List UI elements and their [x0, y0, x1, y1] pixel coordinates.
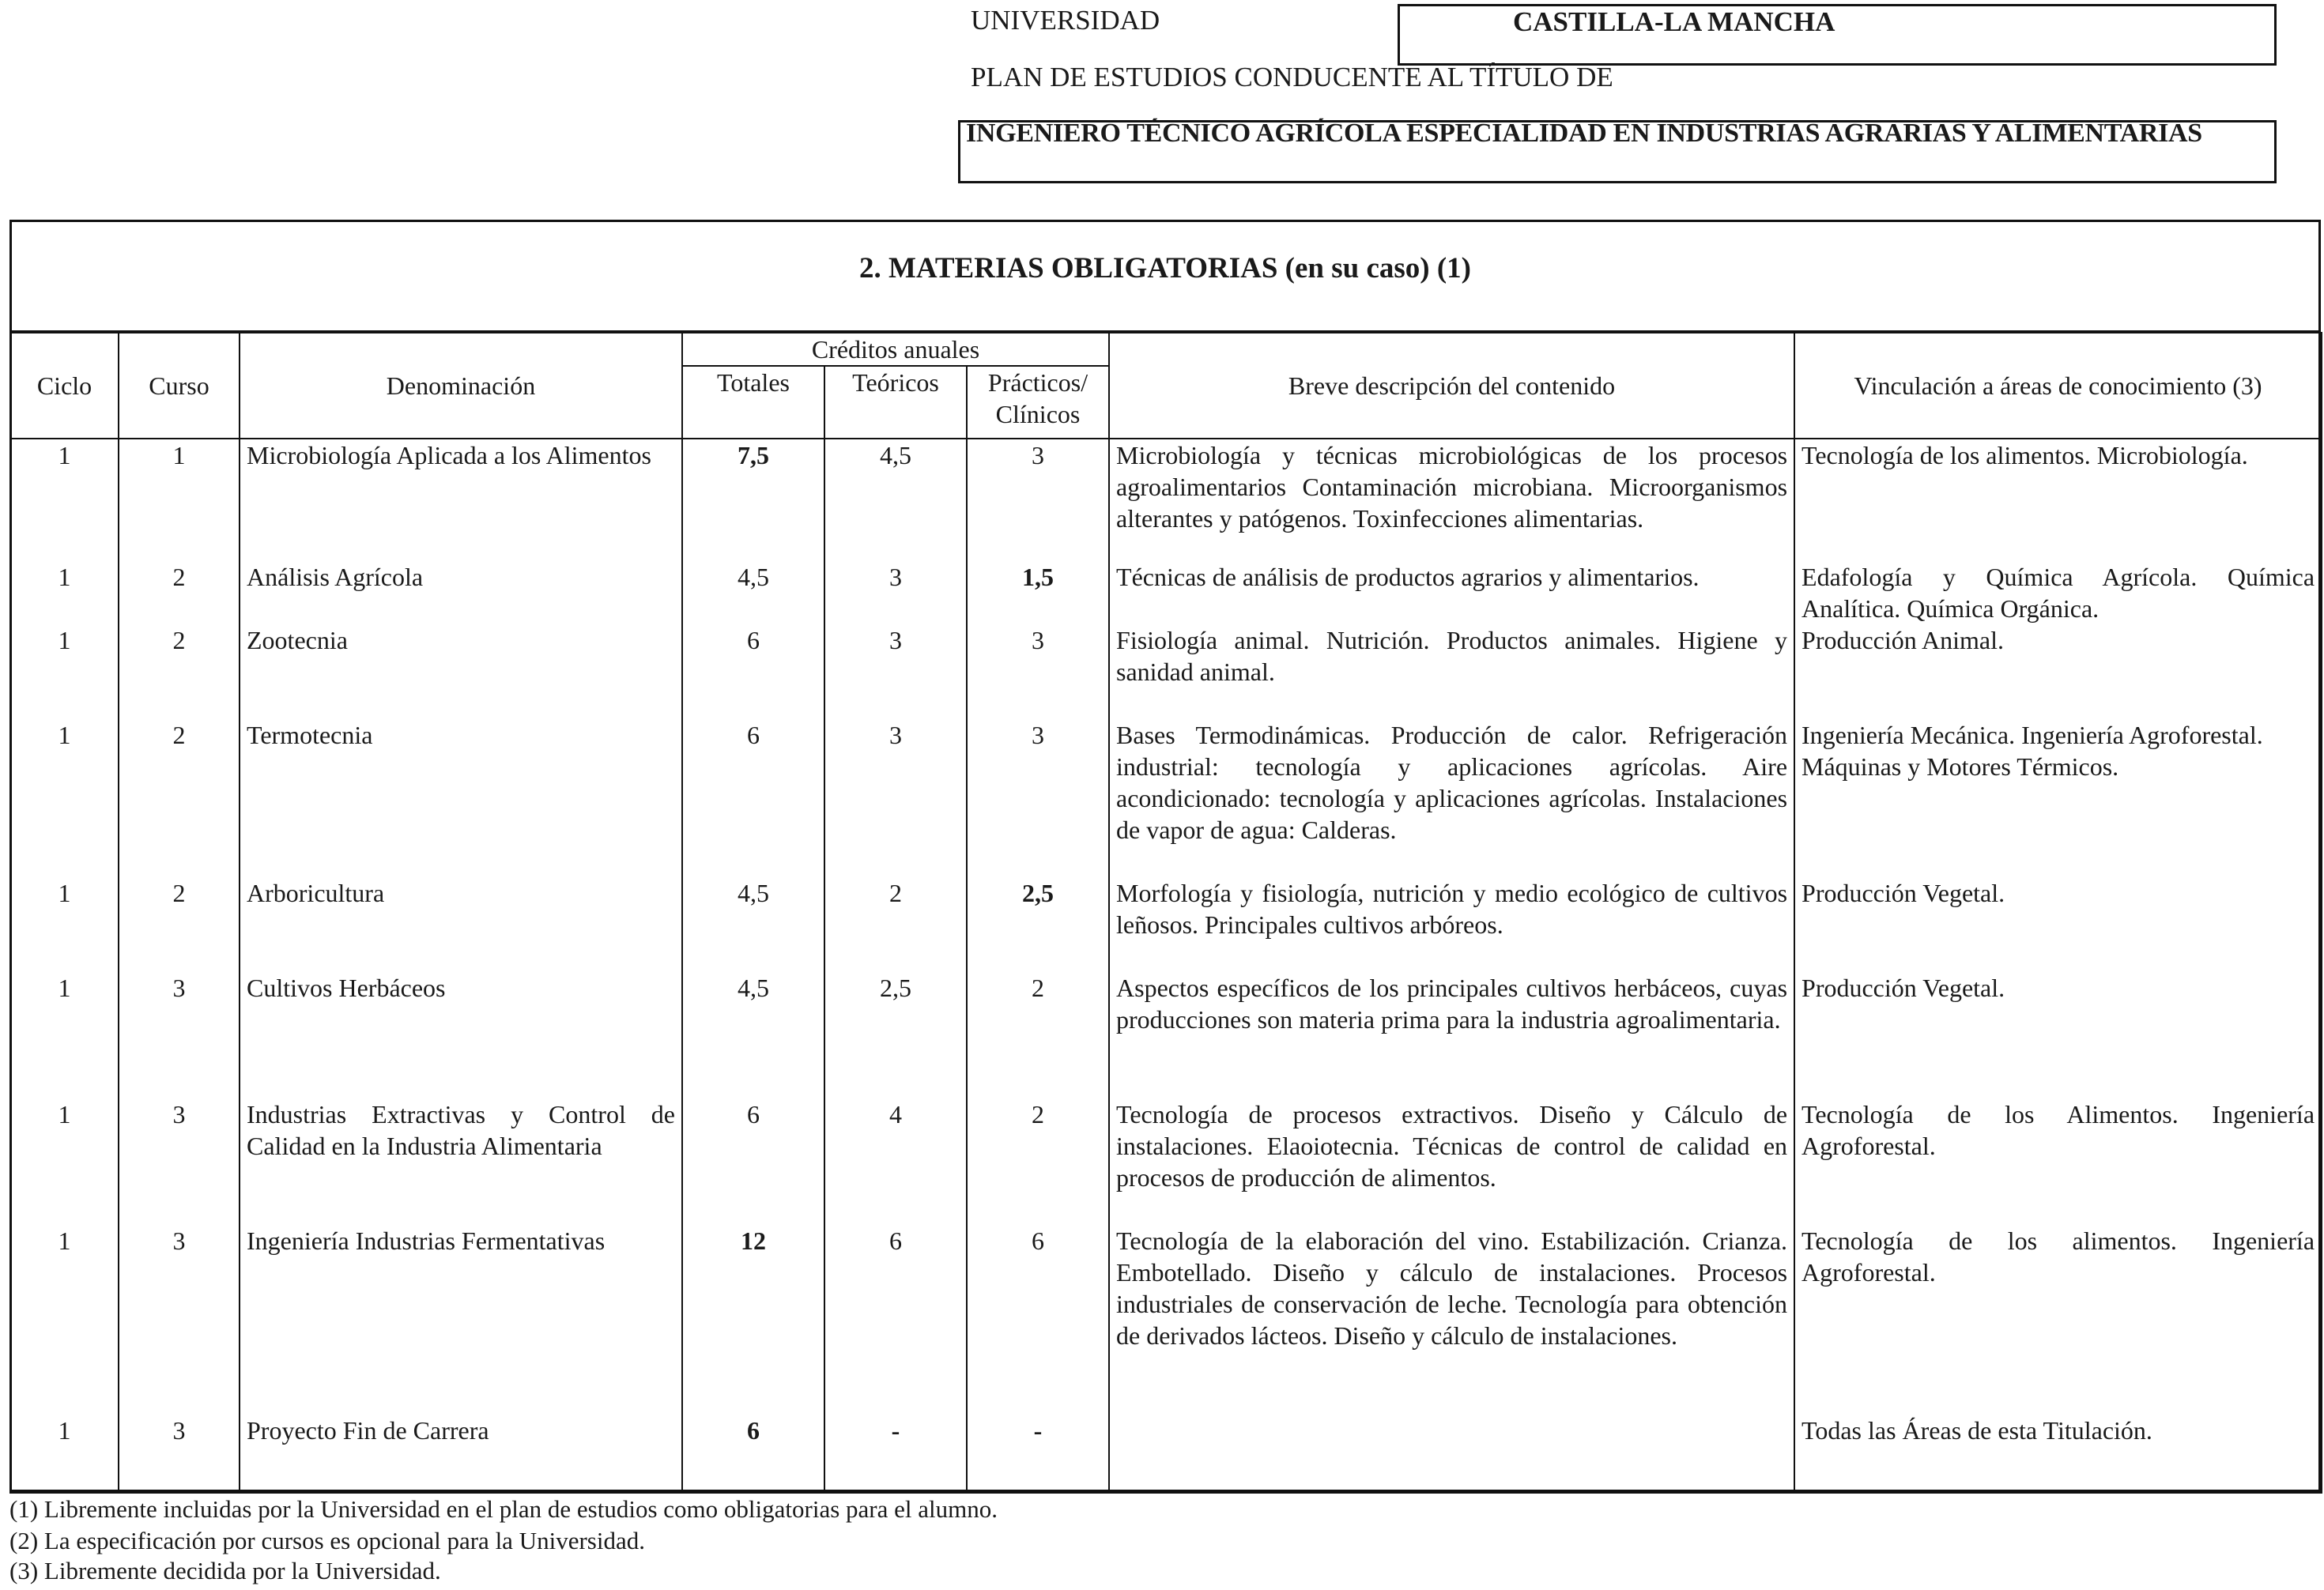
- cell-totales: 7,5: [682, 439, 824, 561]
- cell-practicos: 2: [967, 1098, 1109, 1225]
- titulo-text: INGENIERO TÉCNICO AGRÍCOLA ESPECIALIDAD EN INDUSTRIAS AGRARIAS Y ALIMENTARIAS: [966, 119, 2202, 148]
- cell-curso: 3: [119, 1415, 240, 1492]
- table-row: [10, 877, 2322, 972]
- cell-denominacion: Termotecnia: [240, 719, 682, 877]
- cell-descripcion: [1109, 1415, 1794, 1492]
- cell-ciclo: 1: [10, 561, 119, 624]
- cell-ciclo: 1: [10, 877, 119, 972]
- cell-curso: 2: [119, 877, 240, 972]
- cell-descripcion: Microbiología y técnicas microbiológicas de los procesos agroalimentarios Contaminación microbiana. Microorganismos alterantes y patógenos. Toxinfecciones alimentarias.: [1109, 439, 1794, 561]
- cell-descripcion: Tecnología de procesos extractivos. Diseño y Cálculo de instalaciones. Elaoiotecnia. Técnicas de control de calidad en procesos de producción de alimentos.: [1109, 1098, 1794, 1225]
- cell-teoricos: 2,5: [824, 972, 967, 1098]
- cell-ciclo: 1: [10, 1225, 119, 1415]
- table-row: [10, 624, 2322, 719]
- cell-denominacion: Ingeniería Industrias Fermentativas: [240, 1225, 682, 1415]
- cell-totales: 6: [682, 624, 824, 719]
- table-row: [10, 1415, 2322, 1492]
- cell-teoricos: -: [824, 1415, 967, 1492]
- cell-vinculacion: Todas las Áreas de esta Titulación.: [1794, 1415, 2322, 1492]
- cell-vinculacion: Tecnología de los Alimentos. Ingeniería Agroforestal.: [1794, 1098, 2322, 1225]
- cell-denominacion: Cultivos Herbáceos: [240, 972, 682, 1098]
- universidad-name: CASTILLA-LA MANCHA: [1513, 6, 1835, 37]
- cell-denominacion: Análisis Agrícola: [240, 561, 682, 624]
- cell-denominacion: Industrias Extractivas y Control de Calidad en la Industria Alimentaria: [240, 1098, 682, 1225]
- cell-ciclo: 1: [10, 719, 119, 877]
- cell-vinculacion: Producción Animal.: [1794, 624, 2322, 719]
- cell-totales: 12: [682, 1225, 824, 1415]
- cell-ciclo: 1: [10, 1415, 119, 1492]
- cell-descripcion: Técnicas de análisis de productos agrarios y alimentarios.: [1109, 561, 1794, 624]
- cell-vinculacion: Producción Vegetal.: [1794, 972, 2322, 1098]
- cell-curso: 2: [119, 561, 240, 624]
- cell-descripcion: Tecnología de la elaboración del vino. Estabilización. Crianza. Embotellado. Diseño y cálculo de instalaciones. Procesos industriales de conservación de leche. Tecnología para obtención de derivados lácteos. Diseño y cálculo de instalaciones.: [1109, 1225, 1794, 1415]
- cell-ciclo: 1: [10, 1098, 119, 1225]
- section-title: 2. MATERIAS OBLIGATORIAS (en su caso) (1): [858, 252, 1471, 284]
- universidad-label: UNIVERSIDAD: [971, 5, 1160, 36]
- header-vinculacion: Vinculación a áreas de conocimiento (3): [1794, 333, 2322, 439]
- subjects-table: [9, 332, 2322, 1494]
- cell-totales: 4,5: [682, 972, 824, 1098]
- cell-practicos: 2: [967, 972, 1109, 1098]
- cell-descripcion: Bases Termodinámicas. Producción de calor. Refrigeración industrial: tecnología y aplicaciones agrícolas. Aire acondicionado: tecnología y aplicaciones agrícolas. Instalaciones de vapor de agua: Calderas.: [1109, 719, 1794, 877]
- cell-practicos: 2,5: [967, 877, 1109, 972]
- footnote-2: (2) La especificación por cursos es opcional para la Universidad.: [9, 1527, 645, 1554]
- table-row: [10, 719, 2322, 877]
- header-ciclo: Ciclo: [10, 333, 119, 439]
- cell-practicos: 1,5: [967, 561, 1109, 624]
- cell-teoricos: 6: [824, 1225, 967, 1415]
- cell-denominacion: Proyecto Fin de Carrera: [240, 1415, 682, 1492]
- cell-curso: 3: [119, 1098, 240, 1225]
- cell-totales: 4,5: [682, 877, 824, 972]
- cell-vinculacion: Edafología y Química Agrícola. Química Analítica. Química Orgánica.: [1794, 561, 2322, 624]
- table-row: [10, 1098, 2322, 1225]
- cell-ciclo: 1: [10, 439, 119, 561]
- cell-practicos: 3: [967, 624, 1109, 719]
- header-denominacion: Denominación: [240, 333, 682, 439]
- footnote-3: (3) Libremente decidida por la Universidad.: [9, 1557, 441, 1584]
- cell-teoricos: 4: [824, 1098, 967, 1225]
- cell-practicos: -: [967, 1415, 1109, 1492]
- cell-practicos: 6: [967, 1225, 1109, 1415]
- cell-teoricos: 3: [824, 561, 967, 624]
- cell-curso: 3: [119, 972, 240, 1098]
- cell-vinculacion: Tecnología de los alimentos. Ingeniería Agroforestal.: [1794, 1225, 2322, 1415]
- cell-ciclo: 1: [10, 972, 119, 1098]
- cell-vinculacion: Producción Vegetal.: [1794, 877, 2322, 972]
- footnote-1: (1) Libremente incluidas por la Universidad en el plan de estudios como obligatorias para el alumno.: [9, 1495, 998, 1523]
- header-totales: Totales: [682, 366, 824, 439]
- table-row: [10, 972, 2322, 1098]
- cell-totales: 6: [682, 1098, 824, 1225]
- cell-descripcion: Fisiología animal. Nutrición. Productos animales. Higiene y sanidad animal.: [1109, 624, 1794, 719]
- cell-teoricos: 3: [824, 719, 967, 877]
- cell-totales: 6: [682, 1415, 824, 1492]
- cell-vinculacion: Ingeniería Mecánica. Ingeniería Agroforestal. Máquinas y Motores Térmicos.: [1794, 719, 2322, 877]
- cell-curso: 3: [119, 1225, 240, 1415]
- header-curso: Curso: [119, 333, 240, 439]
- plan-label: PLAN DE ESTUDIOS CONDUCENTE AL TÍTULO DE: [971, 62, 1613, 92]
- cell-curso: 2: [119, 719, 240, 877]
- header-teoricos: Teóricos: [824, 366, 967, 439]
- cell-descripcion: Aspectos específicos de los principales cultivos herbáceos, cuyas producciones son materia prima para la industria agroalimentaria.: [1109, 972, 1794, 1098]
- table-row: [10, 439, 2322, 561]
- cell-denominacion: Microbiología Aplicada a los Alimentos: [240, 439, 682, 561]
- cell-teoricos: 4,5: [824, 439, 967, 561]
- cell-curso: 1: [119, 439, 240, 561]
- cell-practicos: 3: [967, 439, 1109, 561]
- cell-curso: 2: [119, 624, 240, 719]
- header-creditos-anuales: Créditos anuales: [682, 333, 1109, 366]
- header-descripcion: Breve descripción del contenido: [1109, 333, 1794, 439]
- cell-totales: 4,5: [682, 561, 824, 624]
- cell-teoricos: 3: [824, 624, 967, 719]
- header-practicos: Prácticos/ Clínicos: [967, 366, 1109, 439]
- cell-totales: 6: [682, 719, 824, 877]
- cell-vinculacion: Tecnología de los alimentos. Microbiología.: [1794, 439, 2322, 561]
- table-row: [10, 561, 2322, 624]
- cell-practicos: 3: [967, 719, 1109, 877]
- cell-denominacion: Arboricultura: [240, 877, 682, 972]
- cell-descripcion: Morfología y fisiología, nutrición y medio ecológico de cultivos leñosos. Principales cultivos arbóreos.: [1109, 877, 1794, 972]
- table-row: [10, 1225, 2322, 1415]
- cell-ciclo: 1: [10, 624, 119, 719]
- cell-teoricos: 2: [824, 877, 967, 972]
- cell-denominacion: Zootecnia: [240, 624, 682, 719]
